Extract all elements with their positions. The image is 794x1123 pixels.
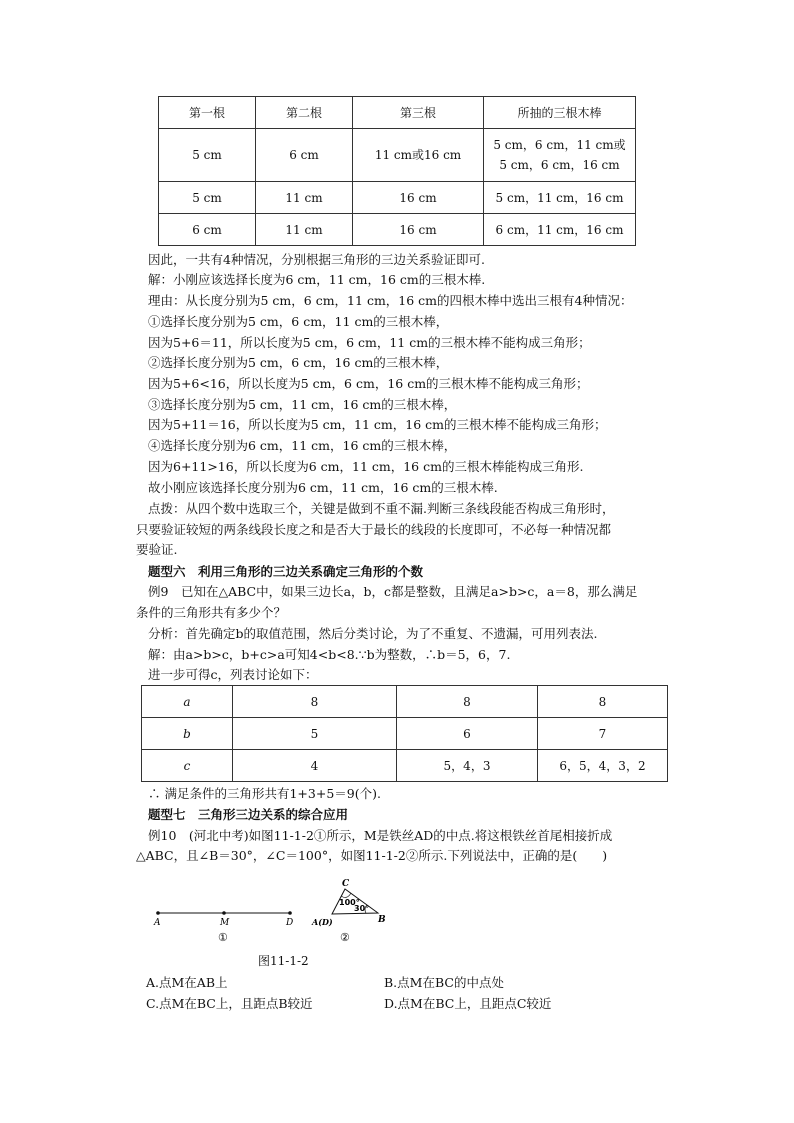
table-cell <box>484 129 636 182</box>
table-cell: a <box>142 686 233 718</box>
figure-11-1-2 <box>150 876 400 948</box>
text-line: 解：小刚应该选择长度为6 cm，11 cm，16 cm的三根木棒. <box>148 272 486 287</box>
example-text: △ABC，且∠B＝30°，∠C＝100°，如图11-1-2②所示.下列说法中，正确的是( ) <box>136 848 608 863</box>
table-row <box>159 214 636 246</box>
text-line: 因为5+6<16，所以长度为5 cm，6 cm，16 cm的三根木棒不能构成三角形； <box>148 376 589 391</box>
label-d: D <box>286 918 294 928</box>
angle-c-label: 100° <box>339 898 360 907</box>
table-row <box>142 718 668 750</box>
label-fig-1: ① <box>218 931 228 944</box>
text-line: 理由：从长度分别为5 cm，6 cm，11 cm，16 cm的四根木棒中选出三根有4种情况： <box>148 293 633 308</box>
point-m <box>222 911 226 915</box>
table-cell: 6 cm <box>159 214 256 246</box>
table-cell: 4 <box>233 750 397 782</box>
table-cell: 5 cm，11 cm，16 cm <box>484 182 636 214</box>
label-m: M <box>220 918 230 928</box>
text-line: ①选择长度分别为5 cm，6 cm，11 cm的三根木棒， <box>148 314 449 329</box>
text-line: 因为6+11>16，所以长度为6 cm，11 cm，16 cm的三根木棒能构成三角形. <box>148 459 584 474</box>
point-a <box>156 911 160 915</box>
table-cell: 16 cm <box>353 214 484 246</box>
table-row <box>159 129 636 182</box>
table-cell: 6，5，4，3，2 <box>538 750 668 782</box>
table-cell: 5 cm <box>159 129 256 182</box>
label-b: B <box>378 915 386 925</box>
section-title: 题型七 三角形三边关系的综合应用 <box>148 807 349 822</box>
table-cell: 5，4，3 <box>397 750 538 782</box>
table-cell: 11 cm <box>256 182 353 214</box>
text-line: 点拨：从四个数中选取三个，关键是做到不重不漏.判断三条线段能否构成三角形时， <box>148 501 615 516</box>
analysis-text: 分析：首先确定b的取值范围，然后分类讨论，为了不重复、不遗漏，可用列表法. <box>148 626 598 641</box>
cell-line: 5 cm，6 cm，11 cm或 <box>493 138 626 152</box>
table-cell: 8 <box>538 686 668 718</box>
table-cell: 5 <box>233 718 397 750</box>
text-line: 要验证. <box>136 542 178 557</box>
header-cell: 第一根 <box>159 97 256 129</box>
table-header-row <box>159 97 636 129</box>
label-a: A <box>154 918 161 928</box>
angle-b-label: 30° <box>354 904 370 913</box>
section-title: 题型六 利用三角形的三边关系确定三角形的个数 <box>148 564 424 579</box>
text-line: ④选择长度分别为6 cm，11 cm，16 cm的三根木棒， <box>148 438 457 453</box>
text-line: 因为5+11＝16，所以长度为5 cm，11 cm，16 cm的三根木棒不能构成三角形； <box>148 417 607 432</box>
table-cell: 8 <box>397 686 538 718</box>
table-cell: c <box>142 750 233 782</box>
table-cell: 6 cm，11 cm，16 cm <box>484 214 636 246</box>
option-d: D.点M在BC上，且距点C较近 <box>384 996 552 1011</box>
label-c: C <box>342 879 350 889</box>
table-cell: 11 cm <box>256 214 353 246</box>
table-cell: 8 <box>233 686 397 718</box>
text-line: 进一步可得c，列表讨论如下： <box>148 667 318 682</box>
example-text: 条件的三角形共有多少个？ <box>136 605 287 620</box>
header-cell: 所抽的三根木棒 <box>484 97 636 129</box>
example-text: 例9 已知在△ABC中，如果三边长a，b，c都是整数，且满足a>b>c，a＝8，那么满足 <box>148 584 638 599</box>
table-cell: 11 cm或16 cm <box>353 129 484 182</box>
text-line: 故小刚应该选择长度分别为6 cm，11 cm，16 cm的三根木棒. <box>148 480 498 495</box>
table-cell: 6 <box>397 718 538 750</box>
header-cell: 第二根 <box>256 97 353 129</box>
text-line: ③选择长度分别为5 cm，11 cm，16 cm的三根木棒， <box>148 397 457 412</box>
text-line: 只要验证较短的两条线段长度之和是否大于最长的线段的长度即可，不必每一种情况都 <box>136 522 612 537</box>
solution-text: 解：由a>b>c，b+c>a可知4<b<8.∵b为整数，∴b＝5，6，7. <box>148 647 511 662</box>
table-row <box>142 750 668 782</box>
table-cell: b <box>142 718 233 750</box>
sticks-table <box>158 96 636 246</box>
label-fig-2: ② <box>340 931 350 944</box>
header-cell: 第三根 <box>353 97 484 129</box>
table-cell: 6 cm <box>256 129 353 182</box>
point-d <box>288 911 292 915</box>
label-a-d: A(D) <box>312 917 333 927</box>
figure-caption: 图11-1-2 <box>258 954 309 968</box>
text-line: 因为5+6＝11，所以长度为5 cm，6 cm，11 cm的三根木棒不能构成三角形； <box>148 335 591 350</box>
text-line: 因此，一共有4种情况，分别根据三角形的三边关系验证即可. <box>148 252 485 267</box>
cell-line: 5 cm，6 cm，16 cm <box>499 158 620 172</box>
option-b: B.点M在BC的中点处 <box>384 975 504 990</box>
conclusion-text: ∴ 满足条件的三角形共有1+3+5＝9(个). <box>148 786 381 801</box>
example-text: 例10 (河北中考)如图11-1-2①所示，M是铁丝AD的中点.将这根铁丝首尾相接折成 <box>148 828 613 843</box>
triangle-count-table <box>141 685 668 782</box>
table-cell: 7 <box>538 718 668 750</box>
table-row <box>142 686 668 718</box>
table-cell: 5 cm <box>159 182 256 214</box>
table-cell: 16 cm <box>353 182 484 214</box>
table-row <box>159 182 636 214</box>
text-line: ②选择长度分别为5 cm，6 cm，16 cm的三根木棒， <box>148 355 449 370</box>
option-a: A.点M在AB上 <box>146 975 228 990</box>
option-c: C.点M在BC上，且距点B较近 <box>146 996 313 1011</box>
